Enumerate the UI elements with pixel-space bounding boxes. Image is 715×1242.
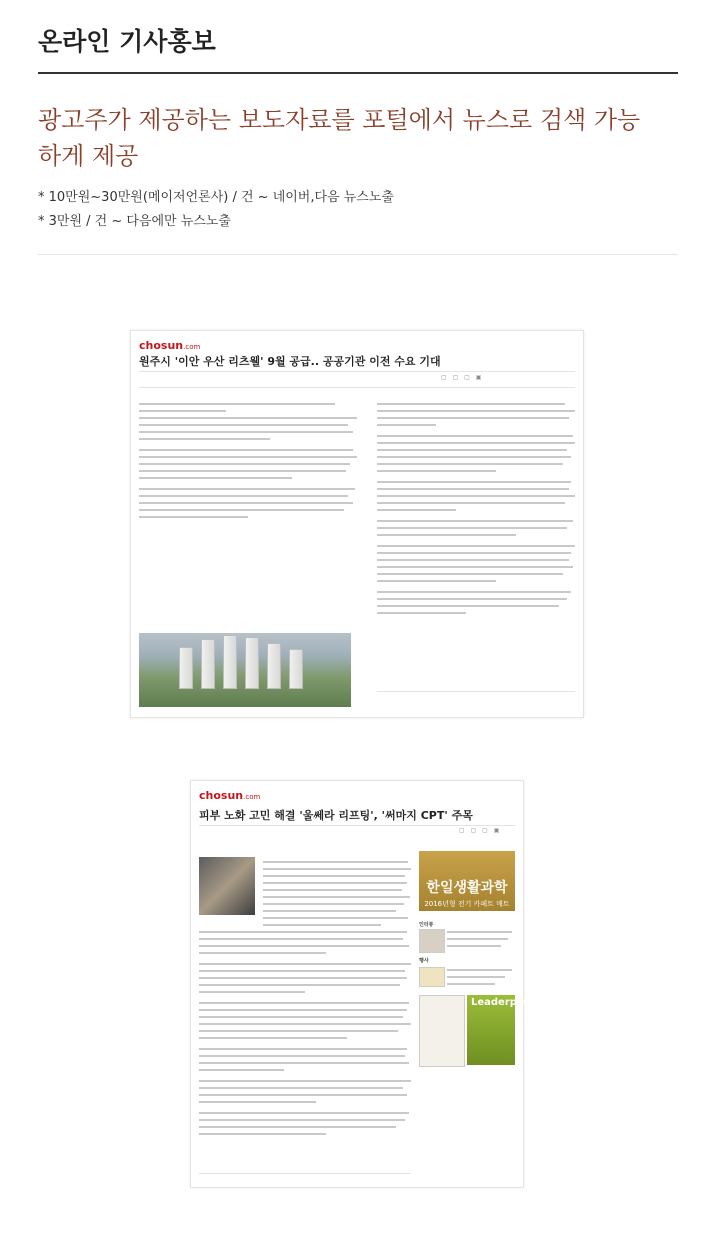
- article-title: 피부 노화 고민 해결 '울쎄라 리프팅', '써마지 CPT' 주목: [199, 809, 473, 822]
- article-body-main: [199, 931, 411, 1140]
- section-divider: [38, 254, 678, 255]
- ad-brand: 한일생활과학: [426, 880, 508, 896]
- price-note-major: * 10만원~30만원(메이저언론사) / 건 ~ 네이버,다음 뉴스노출: [38, 190, 394, 205]
- meta-rule: [139, 387, 575, 388]
- book-cover[interactable]: [419, 995, 465, 1067]
- share-icons[interactable]: ▢ ▢ ▢ ▣: [459, 827, 502, 834]
- ad-banner[interactable]: [419, 851, 515, 911]
- news-logo: chosun.com: [199, 789, 261, 802]
- title-divider: [38, 72, 678, 74]
- sample-article-1[interactable]: [130, 330, 584, 718]
- article-title: 원주시 '이안 우산 리츠웰' 9월 공급.. 공공기관 이전 수요 기대: [139, 355, 441, 368]
- title-rule: [199, 825, 515, 826]
- sidebar-interview-heading: 인터뷰: [419, 922, 434, 928]
- event-thumbnail[interactable]: [419, 967, 445, 987]
- building-render-image: [139, 633, 351, 707]
- service-headline: 광고주가 제공하는 보도자료를 포털에서 뉴스로 검색 가능하게 제공: [38, 106, 641, 170]
- news-logo: chosun.com: [139, 339, 201, 352]
- article-body-right: [377, 403, 575, 619]
- event-text: [447, 969, 515, 990]
- interview-text: [447, 931, 515, 952]
- interview-thumbnail[interactable]: [419, 929, 445, 953]
- ad-product: 2016년형 전기 카페트 매트: [424, 900, 510, 908]
- sample-article-2[interactable]: [190, 780, 528, 1188]
- article-body-top: [263, 861, 411, 931]
- page-title: 온라인 기사홍보: [38, 27, 216, 56]
- article-body-left: [139, 403, 357, 523]
- leaderpia-magazine[interactable]: Leaderpia: [467, 995, 515, 1065]
- price-note-daum: * 3만원 / 건 ~ 다음에만 뉴스노출: [38, 214, 231, 229]
- footer-rule: [377, 691, 575, 692]
- footer-rule: [199, 1173, 411, 1174]
- title-rule: [139, 371, 575, 372]
- share-icons[interactable]: ▢ ▢ ▢ ▣: [441, 374, 484, 381]
- consultation-photo: [199, 857, 255, 915]
- sidebar-event-heading: 행사: [419, 958, 429, 964]
